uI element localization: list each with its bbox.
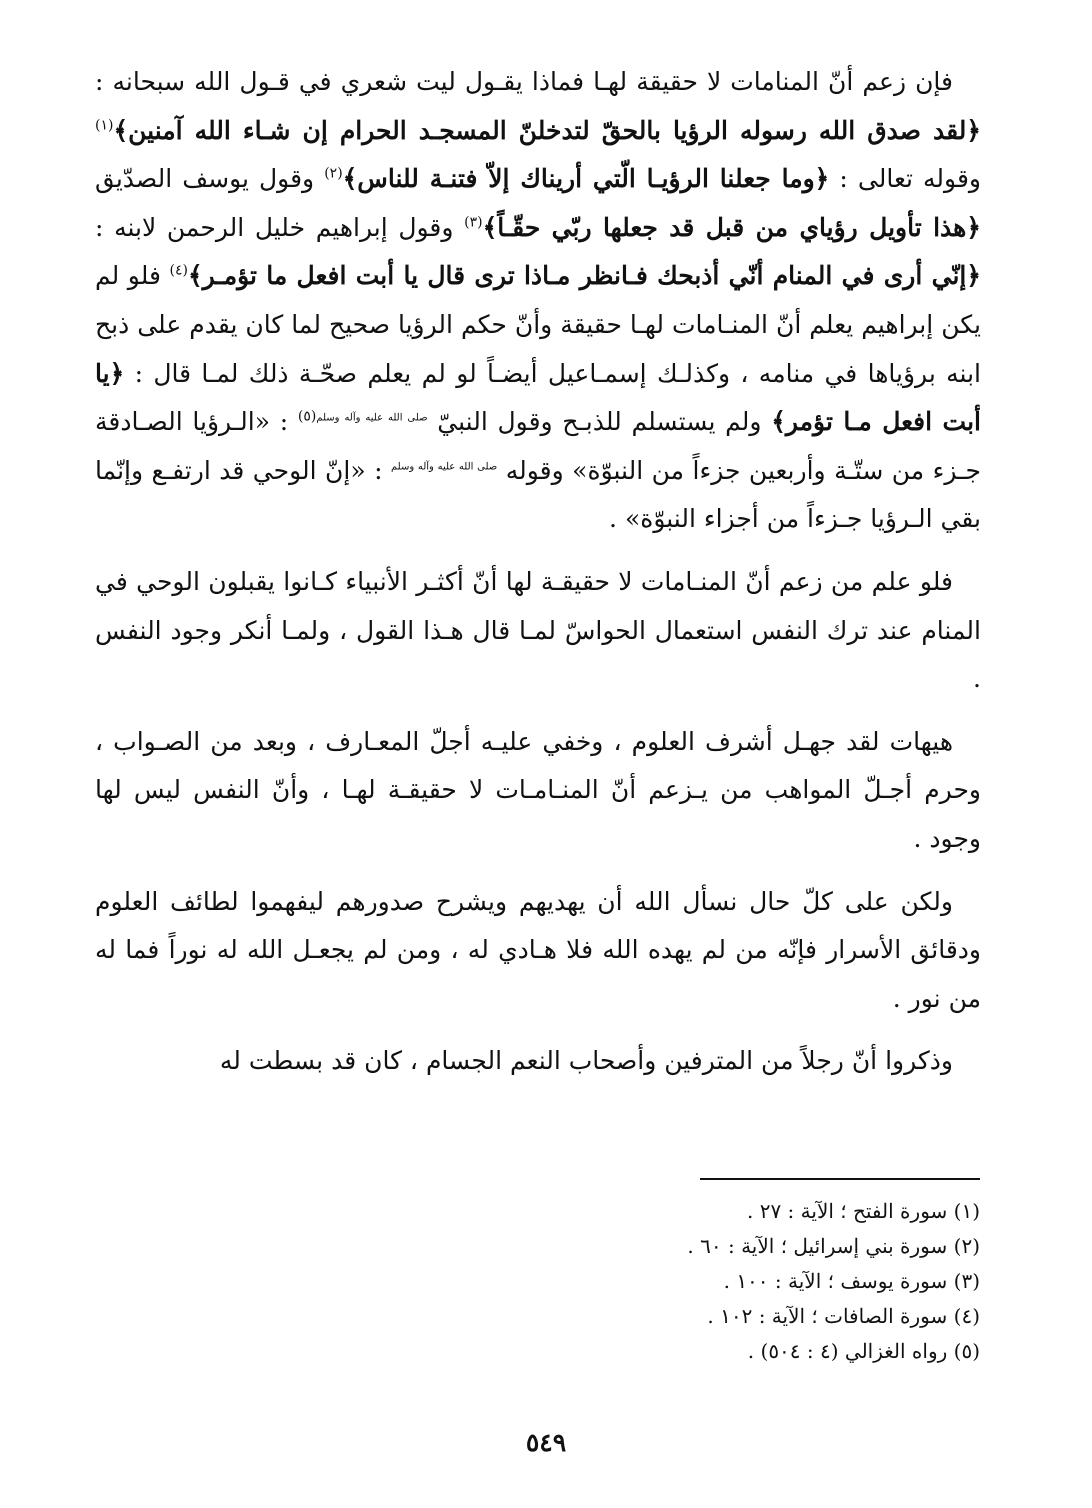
text-run: ولكن على كلّ حال نسأل الله أن يهديهم ويشرح صدورهم ليفهموا لطائف العلوم ودقائق الأسرار فإنّه من لم يهده الله فلا هـادي له ، ومن لم يجعـل الله له نوراً فما له من نور .: [95, 886, 981, 1013]
footnotes: [560, 1194, 980, 1369]
text-run: : «إنّ الوحي قد ارتفـع وإنّما بقي الـرؤيا جـزءاً من أجزاء النبوّة» .: [95, 455, 981, 534]
text-run: هيهات لقد جهـل أشرف العلوم ، وخفي عليـه أجلّ المعـارف ، وبعد من الصـواب ، وحرم أجـلّ المواهب من يـزعم أنّ المنـامـات لا حقيقـة لهـا ، وأنّ النفس ليس لها وجود .: [95, 726, 981, 853]
footnote-separator: [700, 1178, 980, 1180]
text-run: : «الـرؤيا الصـادقة جـزء من ستّـة وأربعين جزءاً من النبوّة» وقوله: [95, 407, 981, 485]
paragraph: [95, 558, 981, 704]
footnote-4: (٤) سورة الصافات ؛ الآية : ١٠٢ .: [707, 1304, 980, 1328]
footnote-ref: (٣): [464, 214, 483, 231]
footnote-ref: (٢): [324, 165, 343, 182]
text-run: وقول إبراهيم خليل الرحمن لابنه :: [95, 212, 465, 242]
main-text: [95, 58, 981, 1086]
quran-quote: ﴿هذا تأويل رؤياي من قبل قد جعلها ربّي حقّـاً﴾: [482, 212, 981, 242]
footnote-3: (٣) سورة يوسف ؛ الآية : ١٠٠ .: [723, 1269, 980, 1293]
page-number: ٥٤٩: [525, 1428, 567, 1457]
paragraph: [95, 878, 981, 1024]
quran-quote: ﴿يا أبت افعل مـا تؤمر﴾: [95, 358, 981, 437]
text-run: ولم يستسلم للذبـح وقول النبيّ: [427, 407, 772, 437]
footnote-ref: (٤): [169, 263, 188, 280]
text-run: وذكروا أنّ رجلاً من المترفين وأصحاب النعم الجسام ، كان قد بسطت له: [219, 1046, 953, 1076]
footnote-ref: (١): [95, 117, 114, 134]
paragraph: [95, 1037, 981, 1086]
salawat-mark: صلى الله عليه وآله وسلم: [316, 412, 428, 424]
quran-quote: ﴿وما جعلنا الرؤيـا الّتي أريناك إلاّ فتنـة للناس﴾: [342, 164, 830, 194]
text-run: فإن زعم أنّ المنامات لا حقيقة لهـا فماذا يقـول ليت شعري في قـول الله سبحانه :: [95, 67, 953, 96]
text-run: فلو لم يكن إبراهيم يعلم أنّ المنـامات لهـا حقيقة وأنّ حكم الرؤيا صحيح لما كان يقدم على ذبح ابنه برؤياها في منامه ، وكذلـك إسمـاعيل أيضـاً لو لم يعلم صحّـة ذلك لمـا قال :: [95, 261, 981, 388]
salawat-mark: صلى الله عليه وآله وسلم: [390, 461, 498, 473]
text-run: وقول يوسف الصدّيق: [95, 164, 325, 194]
quran-quote: ﴿إنّي أرى في المنام أنّي أذبحك فـانظر مـاذا ترى قال يا أبت افعل ما تؤمـر﴾: [187, 261, 981, 291]
footnote-2: (٢) سورة بني إسرائيل ؛ الآية : ٦٠ .: [687, 1234, 980, 1258]
paragraph: [95, 718, 981, 864]
footnote-5: (٥) رواه الغزالي (٤ : ٥٠٤) .: [747, 1339, 980, 1363]
footnote-1: (١) سورة الفتح ؛ الآية : ٢٧ .: [747, 1199, 980, 1223]
footnote-ref: (٥): [297, 408, 317, 425]
text-run: وقوله تعالى :: [829, 164, 981, 194]
text-run: فلو علم من زعم أنّ المنـامات لا حقيقـة لها أنّ أكثـر الأنبياء كـانوا يقبلون الوحي في المنام عند ترك النفس استعمال الحواسّ لمـا قال هـذا القول ، ولمـا أنكر وجود النفس .: [95, 566, 981, 694]
paragraph: [95, 58, 981, 544]
quran-quote: ﴿لقد صدق الله رسوله الرؤيا بالحقّ لتدخلنّ المسجـد الحرام إن شـاء الله آمنين﴾: [113, 115, 981, 145]
